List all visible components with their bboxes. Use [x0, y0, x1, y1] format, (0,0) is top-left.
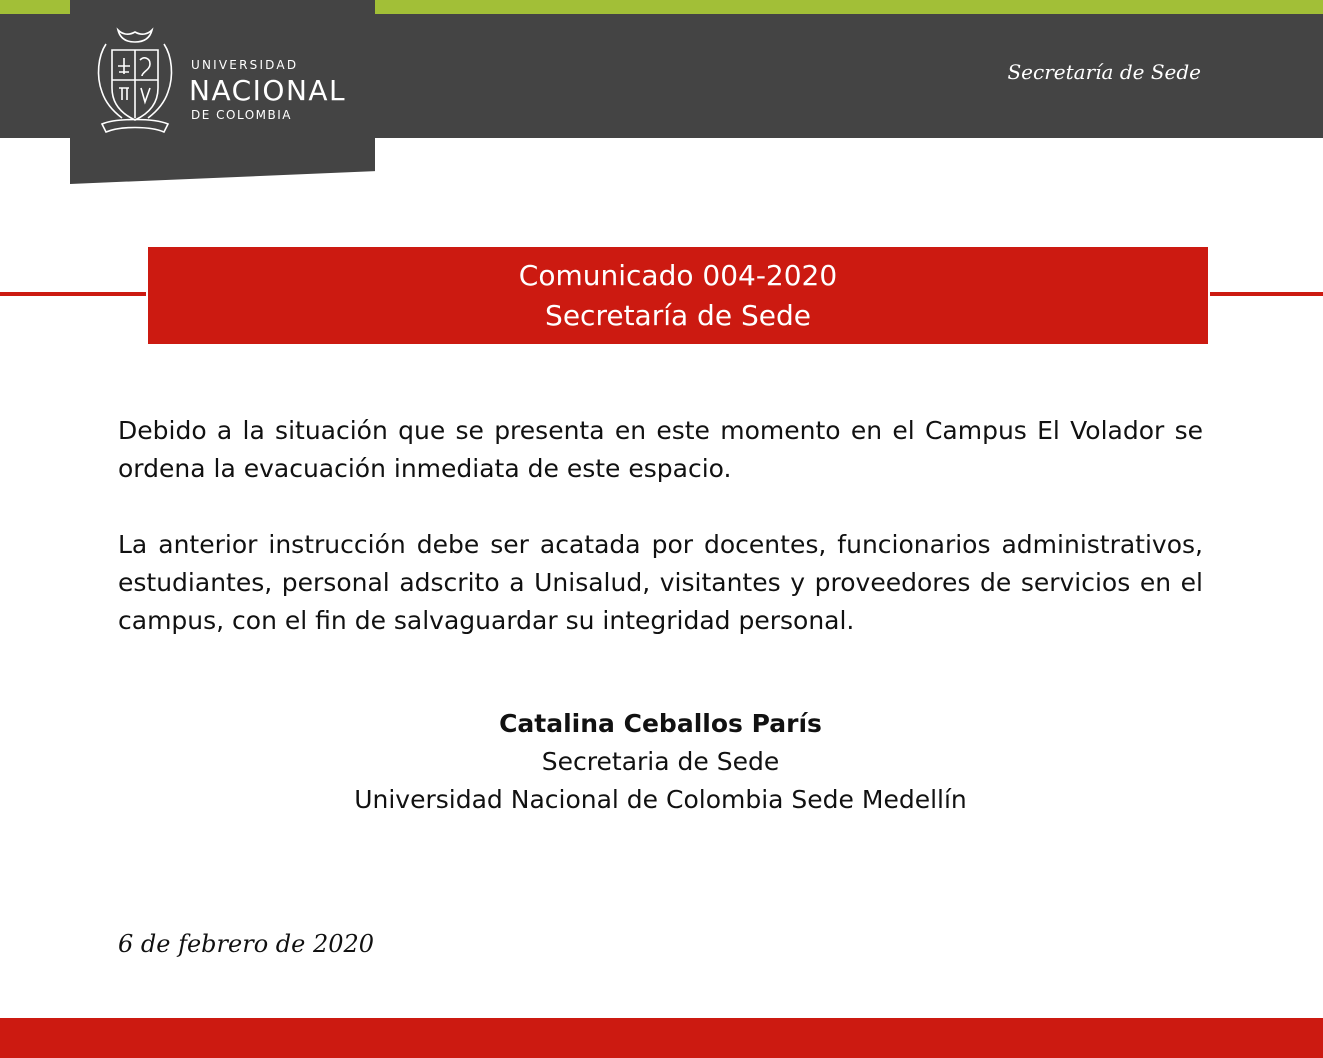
- logo-line-de-colombia: DE COLOMBIA: [191, 108, 292, 122]
- university-crest-icon: [92, 26, 178, 138]
- document-date: 6 de febrero de 2020: [118, 930, 375, 958]
- logo-line-nacional: NACIONAL: [189, 74, 347, 107]
- announcement-body: [118, 412, 1203, 678]
- paragraph-instruction: La anterior instrucción debe ser acatada por docentes, funcionarios administrativos, estudiantes, personal adscrito a Unisalud, visitantes y proveedores de servicios en el campus, con el fin de salvaguardar su integridad personal.: [118, 530, 1203, 635]
- banner-title: Comunicado 004-2020: [518, 259, 838, 292]
- logo-line-universidad: UNIVERSIDAD: [191, 58, 299, 72]
- signatory-role: Secretaria de Sede: [541, 747, 780, 776]
- paragraph-evacuation: Debido a la situación que se presenta en este momento en el Campus El Volador se ordena la evacuación inmediata de este espacio.: [118, 416, 1203, 483]
- title-banner: [148, 247, 1208, 344]
- footer-bar: [0, 1018, 1323, 1058]
- signature-block: [118, 705, 1203, 819]
- signatory-name: Catalina Ceballos París: [499, 709, 822, 738]
- banner-subtitle: Secretaría de Sede: [545, 299, 811, 332]
- signatory-institution: Universidad Nacional de Colombia Sede Medellín: [354, 785, 967, 814]
- header-office-name: Secretaría de Sede: [1007, 60, 1201, 84]
